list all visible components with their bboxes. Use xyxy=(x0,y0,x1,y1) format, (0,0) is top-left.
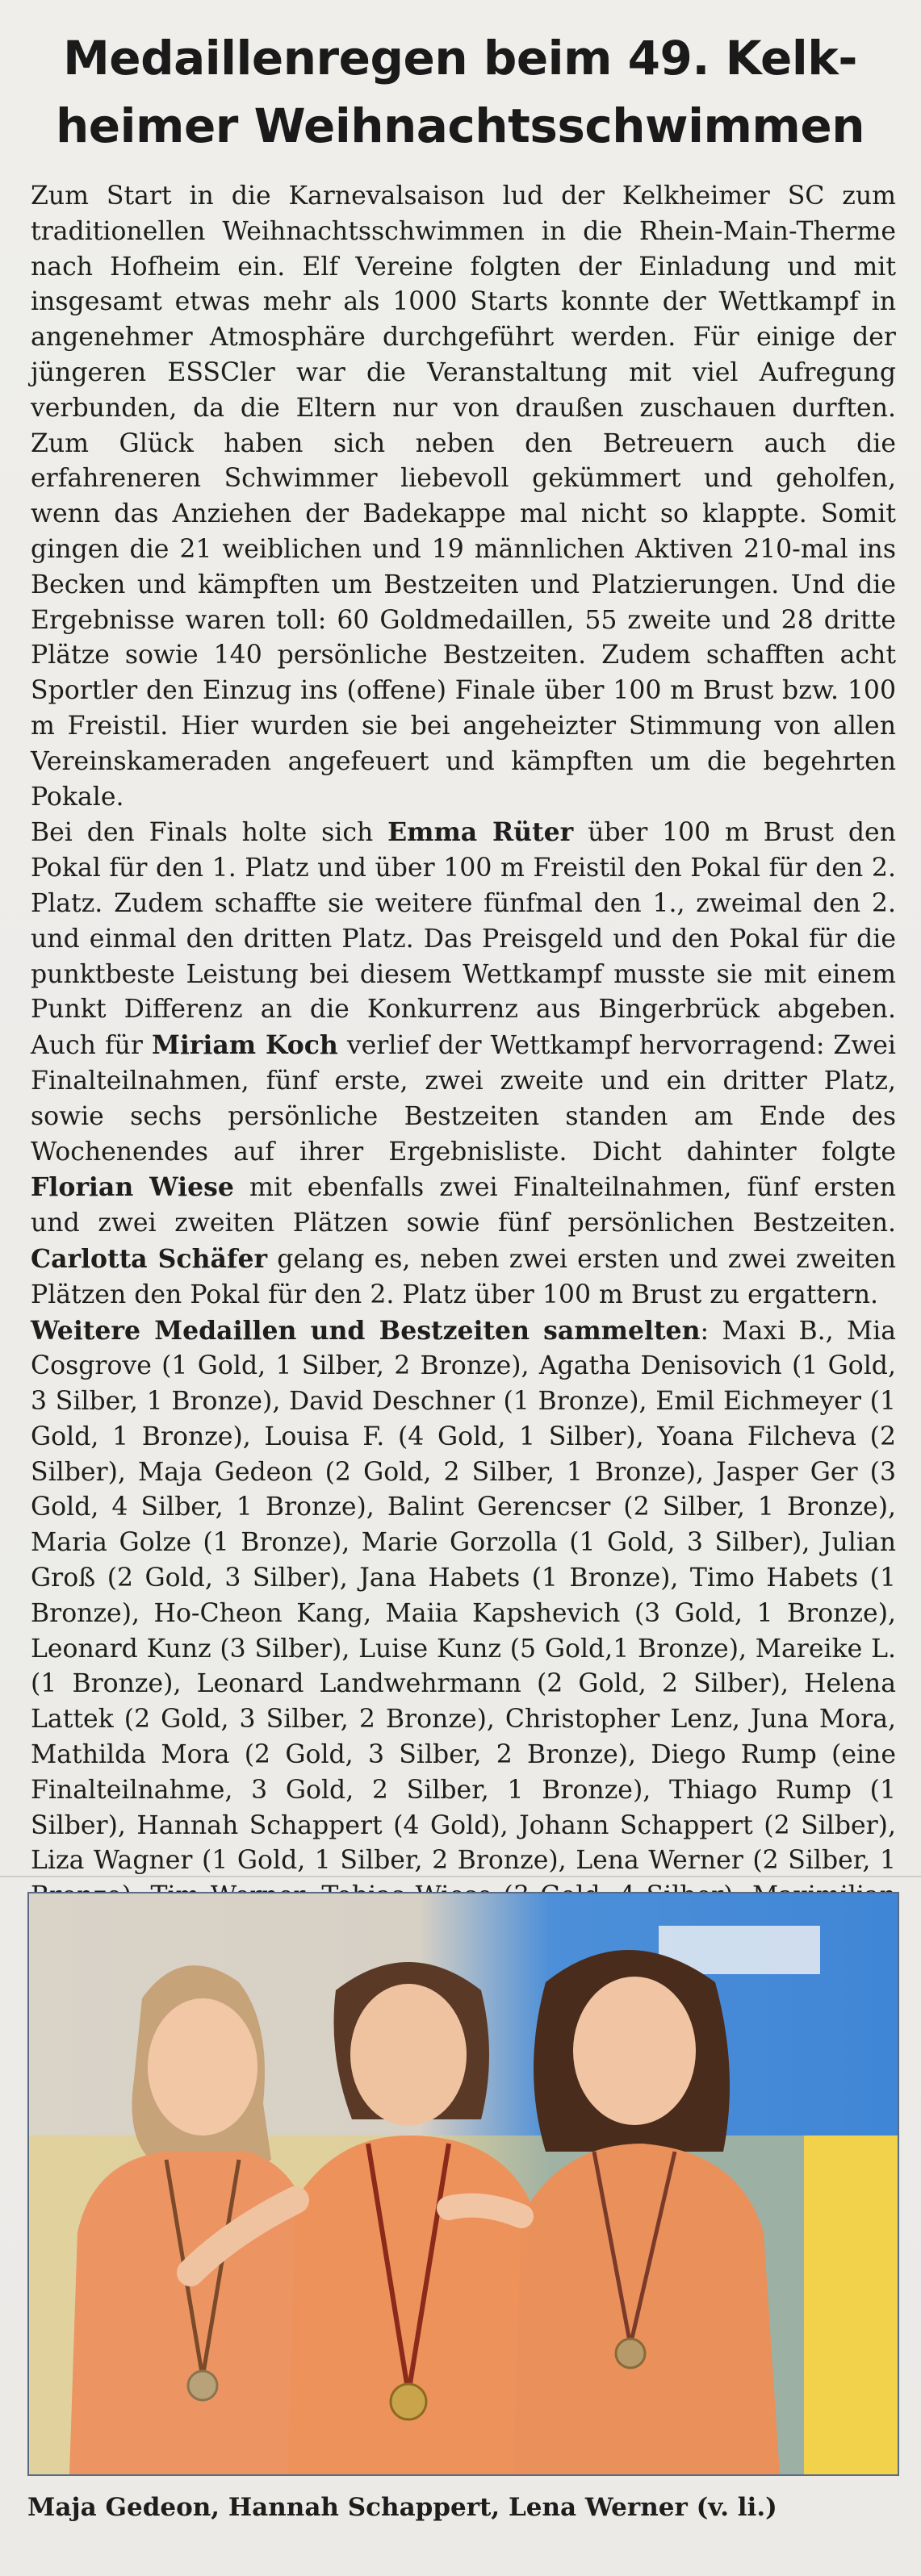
name-emma-rueter: Emma Rüter xyxy=(387,817,574,848)
medal-list-lead: Weitere Medaillen und Bestzeiten sammelten xyxy=(31,1315,701,1346)
name-florian-wiese: Florian Wiese xyxy=(31,1172,234,1203)
paragraph-medal-list xyxy=(31,1313,896,1985)
text-run: gelang es, neben zwei ersten und zwei zweiten Plätzen den Pokal für den 2. Platz über 100 m Brust zu ergattern. xyxy=(31,1244,896,1309)
text-run: Bei den Finals holte sich xyxy=(31,818,388,848)
text-run: mit ebenfalls zwei Finalteilnahmen, fünf ersten und zwei zweiten Plätzen sowie fünf persönlichen Bestzeiten. xyxy=(31,1173,896,1238)
paragraph-intro: Zum Start in die Karnevalsaison lud der Kelkheimer SC zum traditionellen Weihnachtsschwimmen in die Rhein-Main-Therme nach Hofheim ein. Elf Vereine folgten der Einladung und mit insgesamt etwas mehr als 1000 Starts konnte der Wettkampf in angenehmer Atmosphäre durchgeführt werden. Für einige der jüngeren ESSCler war die Veranstaltung mit viel Aufregung verbunden, da die Eltern nur von draußen zuschauen durften. Zum Glück haben sich neben den Betreuern auch die erfahreneren Schwimmer liebevoll gekümmert und geholfen, wenn das Anziehen der Badekappe mal nicht so klappte. Somit gingen die 21 weiblichen und 19 männlichen Aktiven 210-mal ins Becken und kämpften um Bestzeiten und Platzierungen. Und die Ergebnisse waren toll: 60 Goldmedaillen, 55 zweite und 28 dritte Plätze sowie 140 persönliche Bestzeiten. Zudem schafften acht Sportler den Einzug ins (offene) Finale über 100 m Brust bzw. 100 m Freistil. Hier wurden sie bei angeheizter Stimmung von allen Vereinskameraden angefeuert und kämpften um die begehrten Pokale. xyxy=(31,182,896,812)
headline-line-2: heimer Weihnachtsschwimmen xyxy=(56,98,864,153)
text-run: über 100 m Brust den Pokal für den 1. Platz und über 100 m Freistil den Pokal für den 2. Platz. Zudem schaffte sie weitere fünfmal den 1., zweimal den 2. und einmal den dritten Platz. Das Preisgeld und den Pokal für die punktbeste Leistung bei diesem Wettkampf musste sie mit einem Punkt Differenz an die Konkurrenz aus Bingerbrück abgeben. Auch für xyxy=(31,818,896,1061)
name-carlotta-schaefer: Carlotta Schäfer xyxy=(31,1243,268,1274)
name-miriam-koch: Miriam Koch xyxy=(151,1030,338,1061)
photo-caption: Maja Gedeon, Hannah Schappert, Lena Werner (v. li.) xyxy=(27,2493,777,2522)
medal-list-text: : Maxi B., Mia Cosgrove (1 Gold, 1 Silber, 2 Bronze), Agatha Denisovich (1 Gold, 3 Silber, 1 Bronze), David Deschner (1 Bronze), Emil Eichmeyer (1 Gold, 1 Bronze), Louisa F. (4 Gold, 1 Silber), Yoana Filcheva (2 Silber), Maja Gedeon (2 Gold, 2 Silber, 1 Bronze), Jasper Ger (3 Gold, 4 Silber, 1 Bronze), Balint Gerencser (2 Silber, 1 Bronze), Maria Golze (1 Bronze), Marie Gorzolla (1 Gold, 3 Silber), Julian Groß (2 Gold, 3 Silber), Jana Habets (1 Bronze), Timo Habets (1 Bronze), Ho-Cheon Kang, Maiia Kapshevich (3 Gold, 1 Bronze), Leonard Kunz (3 Silber), Luise Kunz (5 Gold,1 Bronze), Mareike L. (1 Bronze), Leonard Landwehrmann (2 Gold, 2 Silber), Helena Lattek (2 Gold, 3 Silber, 2 Bronze), Christopher Lenz, Juna Mora, Mathilda Mora (2 Gold, 3 Silber, 2 Bronze), Diego Rump (eine Finalteilnahme, 3 Gold, 2 Silber, 1 Bronze), Thiago Rump (1 Silber), Hannah Schappert (4 Gold), Johann Schappert (2 Silber), Liza Wagner (1 Gold, 1 Silber, 2 Bronze), Lena Werner (2 Silber, 1 xyxy=(31,1316,896,1876)
text-run: verlief der Wettkampf hervorragend: Zwei Finalteilnahmen, fünf erste, zwei zweite und ein dritter Platz, sowie sechs persönliche Bestzeiten standen am Ende des Wochenendes auf ihrer Ergebnisliste. Dicht dahinter folgte xyxy=(31,1031,896,1167)
photo-illustration xyxy=(29,1893,898,2474)
headline-line-1: Medaillenregen beim 49. Kelk- xyxy=(63,31,857,86)
article-body xyxy=(31,179,896,1985)
bench-yellow xyxy=(804,2136,898,2474)
team-photo xyxy=(27,1892,899,2476)
divider xyxy=(0,1876,921,1877)
paragraph-finals xyxy=(31,815,896,1313)
article-headline xyxy=(32,24,888,160)
